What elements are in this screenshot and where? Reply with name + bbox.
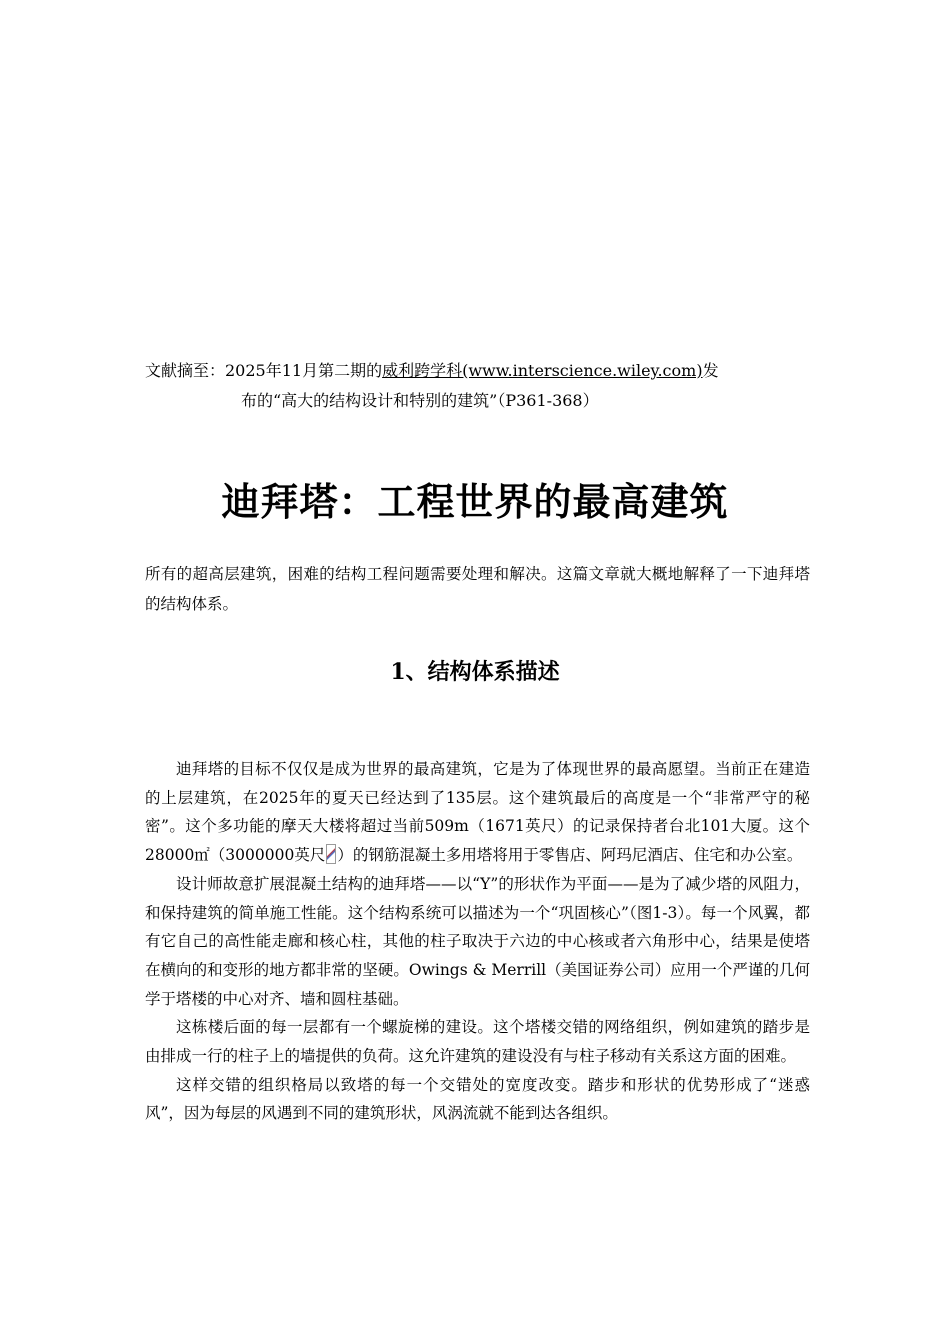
document-title: 迪拜塔：工程世界的最高建筑 bbox=[221, 479, 729, 524]
body-paragraph-4: 这样交错的组织格局以致塔的每一个交错处的宽度改变。踏步和形状的优势形成了“迷惑风”，因为每层的风遇到不同的建筑形状，风涡流就不能到达各组织。 bbox=[145, 1075, 810, 1123]
body-paragraph-1 bbox=[145, 755, 810, 870]
section-heading: 1、结构体系描述 bbox=[390, 659, 560, 685]
broken-image-icon bbox=[326, 844, 336, 864]
citation-line-2: 布的“高大的结构设计和特别的建筑”（P361-368） bbox=[241, 391, 599, 410]
body-text bbox=[145, 755, 810, 1128]
citation-suffix: 发 bbox=[702, 361, 719, 380]
citation-abstract bbox=[145, 356, 815, 416]
body-paragraph-2: 设计师故意扩展混凝土结构的迪拜塔——以“Y”的形状作为平面——是为了减少塔的风阻力，和保持建筑的简单施工性能。这个结构系统可以描述为一个“巩固核心”（图1-3）。每一个风翼，都有它自己的高性能走廊和核心柱，其他的柱子取决于六边的中心核或者六角形中心，结果是使塔在横向的和变形的地方都非常的坚硬。Owings & Merrill（美国证券公司）应用一个严谨的几何学于塔楼的中心对齐、墙和圆柱基础。 bbox=[145, 874, 810, 1008]
citation-prefix: 文献摘至：2025年11月第二期的 bbox=[145, 361, 383, 380]
body-paragraph-3: 这栋楼后面的每一层都有一个螺旋梯的建设。这个塔楼交错的网络组织，例如建筑的踏步是由排成一行的柱子上的墙提供的负荷。这允许建筑的建设没有与柱子移动有关系这方面的困难。 bbox=[145, 1018, 810, 1066]
paragraph-1-text-b: ）的钢筋混凝土多用塔将用于零售店、阿玛尼酒店、住宅和办公室。 bbox=[337, 846, 803, 865]
paragraph-1-text-a: 迪拜塔的目标不仅仅是成为世界的最高建筑，它是为了体现世界的最高愿望。当前正在建造的上层建筑，在2025年的夏天已经达到了135层。这个建筑最后的高度是一个“非常严守的秘密”。这个多功能的摩天大楼将超过当前509m（1671英尺）的记录保持者台北101大厦。这个28000㎡（3000000英尺 bbox=[145, 760, 810, 865]
intro-paragraph: 所有的超高层建筑，困难的结构工程问题需要处理和解决。这篇文章就大概地解释了一下迪拜塔的结构体系。 bbox=[145, 565, 810, 613]
publisher-link[interactable]: 威利跨学科(www.interscience.wiley.com) bbox=[382, 361, 703, 380]
